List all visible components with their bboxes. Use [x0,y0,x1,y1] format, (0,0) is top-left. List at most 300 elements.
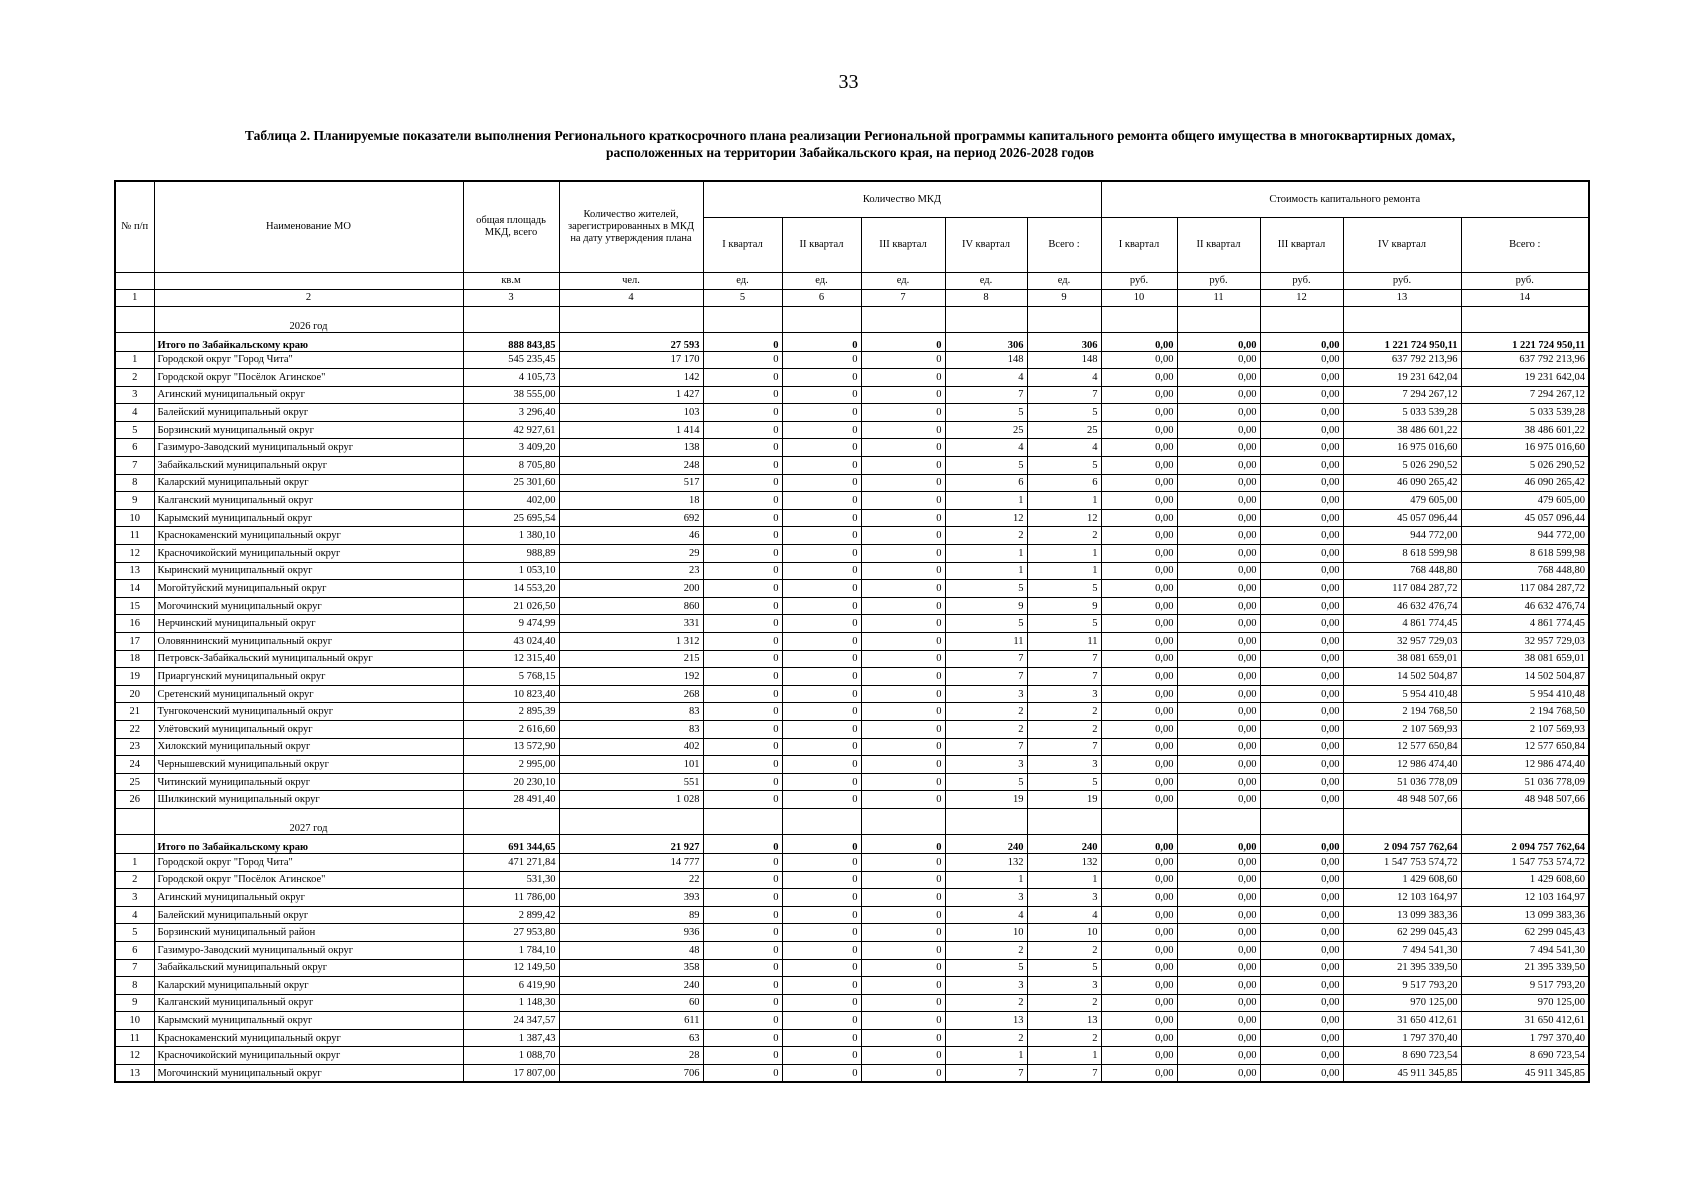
municipality-name-cell: Могочинский муниципальный округ [154,1065,463,1083]
value-cell: 7 494 541,30 [1461,941,1589,959]
value-cell: 0 [861,1012,945,1030]
value-cell: 0,00 [1260,386,1343,404]
value-cell: 2 [945,1029,1027,1047]
year-section-row [115,306,1589,332]
value-cell: 13 099 383,36 [1461,906,1589,924]
empty-cell [1177,808,1260,834]
value-cell: 0,00 [1260,580,1343,598]
value-cell: 0 [703,386,782,404]
value-cell: 0 [861,906,945,924]
value-cell: 23 [559,562,703,580]
unit-cell [115,272,154,289]
value-cell: 5 768,15 [463,668,559,686]
value-cell: 0 [861,871,945,889]
row-number-cell: 9 [115,492,154,510]
value-cell: 611 [559,1012,703,1030]
municipality-name-cell: Краснокаменский муниципальный округ [154,1029,463,1047]
value-cell: 1 [945,492,1027,510]
value-cell: 21 395 339,50 [1461,959,1589,977]
unit-cell: ед. [1027,272,1101,289]
value-cell: 0 [861,685,945,703]
empty-cell [1461,306,1589,332]
value-cell: 0 [861,615,945,633]
value-cell: 9 [1027,597,1101,615]
row-number-cell: 3 [115,889,154,907]
value-cell: 0 [703,633,782,651]
value-cell: 1 [1027,562,1101,580]
value-cell: 0,00 [1177,492,1260,510]
value-cell: 45 911 345,85 [1461,1065,1589,1083]
value-cell: 268 [559,685,703,703]
municipality-name-cell: Оловяннинский муниципальный округ [154,633,463,651]
value-cell: 117 084 287,72 [1343,580,1461,598]
value-cell: 0 [703,738,782,756]
value-cell: 0 [782,906,861,924]
value-cell: 1 [945,545,1027,563]
empty-cell [782,808,861,834]
unit-cell: руб. [1343,272,1461,289]
value-cell: 0,00 [1177,720,1260,738]
value-cell: 7 294 267,12 [1461,386,1589,404]
table-row [115,791,1589,809]
municipality-name-cell: Приаргунский муниципальный округ [154,668,463,686]
empty-cell [703,306,782,332]
value-cell: 0,00 [1177,924,1260,942]
value-cell: 0,00 [1260,597,1343,615]
value-cell: 48 [559,941,703,959]
value-cell: 0,00 [1101,633,1177,651]
value-cell: 32 957 729,03 [1461,633,1589,651]
value-cell: 306 [1027,332,1101,351]
value-cell: 11 [945,633,1027,651]
value-cell: 14 553,20 [463,580,559,598]
row-number-cell: 3 [115,386,154,404]
empty-cell [1027,306,1101,332]
table-row [115,906,1589,924]
value-cell: 0 [861,597,945,615]
value-cell: 4 [945,439,1027,457]
value-cell: 0 [861,562,945,580]
value-cell: 0 [782,439,861,457]
value-cell: 7 [1027,386,1101,404]
row-number-cell: 12 [115,1047,154,1065]
value-cell: 331 [559,615,703,633]
value-cell: 0,00 [1101,871,1177,889]
value-cell: 16 975 016,60 [1461,439,1589,457]
municipality-name-cell: Тунгокоченский муниципальный округ [154,703,463,721]
value-cell: 9 [945,597,1027,615]
value-cell: 7 [945,386,1027,404]
value-cell: 17 170 [559,351,703,369]
value-cell: 0,00 [1260,941,1343,959]
empty-cell [463,306,559,332]
value-cell: 0,00 [1101,492,1177,510]
value-cell: 0,00 [1101,386,1177,404]
value-cell: 1 [1027,871,1101,889]
row-number-cell: 13 [115,562,154,580]
value-cell: 1 148,30 [463,994,559,1012]
value-cell: 117 084 287,72 [1461,580,1589,598]
unit-cell: кв.м [463,272,559,289]
value-cell: 2 194 768,50 [1343,703,1461,721]
value-cell: 0,00 [1260,703,1343,721]
empty-cell [115,306,154,332]
value-cell: 0 [861,509,945,527]
value-cell: 0 [861,421,945,439]
value-cell: 0,00 [1101,597,1177,615]
value-cell: 9 474,99 [463,615,559,633]
value-cell: 0,00 [1177,457,1260,475]
value-cell: 0 [703,941,782,959]
year-label: 2026 год [154,306,463,332]
value-cell: 2 094 757 762,64 [1461,834,1589,853]
value-cell: 3 409,20 [463,439,559,457]
value-cell: 551 [559,773,703,791]
empty-cell [1260,808,1343,834]
value-cell: 0,00 [1177,834,1260,853]
value-cell: 0 [703,369,782,387]
value-cell: 25 [945,421,1027,439]
value-cell: 0,00 [1260,720,1343,738]
value-cell: 42 927,61 [463,421,559,439]
value-cell: 0,00 [1101,668,1177,686]
value-cell: 0,00 [1101,369,1177,387]
value-cell: 0 [861,650,945,668]
value-cell: 0,00 [1101,924,1177,942]
value-cell: 3 [1027,889,1101,907]
page-number: 33 [838,71,859,93]
unit-cell [154,272,463,289]
value-cell: 5 [1027,773,1101,791]
municipality-name-cell: Шилкинский муниципальный округ [154,791,463,809]
value-cell: 0,00 [1101,457,1177,475]
value-cell: 393 [559,889,703,907]
value-cell: 3 [1027,756,1101,774]
value-cell: 0 [861,545,945,563]
table-row [115,562,1589,580]
value-cell: 1 312 [559,633,703,651]
value-cell: 0,00 [1177,703,1260,721]
value-cell: 132 [1027,853,1101,871]
value-cell: 7 [1027,650,1101,668]
value-cell: 0,00 [1177,871,1260,889]
value-cell: 0,00 [1177,421,1260,439]
value-cell: 0 [703,474,782,492]
column-number-cell: 10 [1101,289,1177,306]
value-cell: 5 [1027,615,1101,633]
value-cell: 12 577 650,84 [1343,738,1461,756]
main-table [114,180,1590,1083]
value-cell: 944 772,00 [1461,527,1589,545]
value-cell: 1 028 [559,791,703,809]
value-cell: 0,00 [1101,1065,1177,1083]
row-number-cell: 10 [115,509,154,527]
value-cell: 0,00 [1260,738,1343,756]
value-cell: 0 [782,889,861,907]
value-cell: 0 [782,720,861,738]
value-cell: 768 448,80 [1461,562,1589,580]
column-number-cell: 8 [945,289,1027,306]
table-row [115,685,1589,703]
row-number-cell: 2 [115,871,154,889]
value-cell: 0 [703,1012,782,1030]
value-cell: 0,00 [1177,650,1260,668]
value-cell: 0,00 [1101,756,1177,774]
table-row [115,404,1589,422]
value-cell: 0 [703,562,782,580]
value-cell: 103 [559,404,703,422]
value-cell: 0,00 [1260,615,1343,633]
header-mkd-q2: II квартал [782,217,861,272]
value-cell: 0,00 [1260,834,1343,853]
value-cell: 8 690 723,54 [1461,1047,1589,1065]
value-cell: 4 [1027,906,1101,924]
value-cell: 2 [1027,1029,1101,1047]
table-row [115,1047,1589,1065]
value-cell: 32 957 729,03 [1343,633,1461,651]
row-number-cell: 12 [115,545,154,563]
value-cell: 0 [782,492,861,510]
value-cell: 2 [945,994,1027,1012]
value-cell: 19 [945,791,1027,809]
table-row [115,457,1589,475]
municipality-name-cell: Красночикойский муниципальный округ [154,545,463,563]
value-cell: 0,00 [1177,474,1260,492]
value-cell: 38 486 601,22 [1461,421,1589,439]
value-cell: 0,00 [1177,404,1260,422]
value-cell: 240 [559,977,703,995]
row-number-cell: 10 [115,1012,154,1030]
value-cell: 0,00 [1101,941,1177,959]
value-cell: 10 823,40 [463,685,559,703]
value-cell: 0,00 [1101,545,1177,563]
column-number-cell: 9 [1027,289,1101,306]
municipality-name-cell: Городской округ "Город Чита" [154,853,463,871]
value-cell: 25 695,54 [463,509,559,527]
value-cell: 0 [861,720,945,738]
value-cell: 0 [782,756,861,774]
value-cell: 637 792 213,96 [1461,351,1589,369]
value-cell: 0 [703,924,782,942]
header-mkd-total: Всего : [1027,217,1101,272]
value-cell: 0 [782,871,861,889]
table-row [115,421,1589,439]
empty-cell [559,306,703,332]
row-number-cell [115,834,154,853]
row-number-cell: 8 [115,474,154,492]
value-cell: 5 [945,404,1027,422]
municipality-name-cell: Красночикойский муниципальный округ [154,1047,463,1065]
value-cell: 13 572,90 [463,738,559,756]
value-cell: 0 [861,941,945,959]
column-number-cell: 11 [1177,289,1260,306]
empty-cell [463,808,559,834]
value-cell: 479 605,00 [1343,492,1461,510]
value-cell: 0 [861,474,945,492]
value-cell: 0 [861,369,945,387]
header-cost-q3: III квартал [1260,217,1343,272]
empty-cell [1101,306,1177,332]
value-cell: 2 [945,720,1027,738]
value-cell: 12 103 164,97 [1461,889,1589,907]
column-number-cell: 13 [1343,289,1461,306]
value-cell: 19 231 642,04 [1461,369,1589,387]
value-cell: 0,00 [1177,738,1260,756]
value-cell: 0 [861,924,945,942]
row-number-cell: 8 [115,977,154,995]
value-cell: 142 [559,369,703,387]
column-number-cell: 1 [115,289,154,306]
value-cell: 45 057 096,44 [1461,509,1589,527]
column-number-cell: 4 [559,289,703,306]
title-line-2: расположенных на территории Забайкальского края, на период 2026-2028 годов [605,145,1095,160]
header-mkd-q4: IV квартал [945,217,1027,272]
value-cell: 0,00 [1101,889,1177,907]
value-cell: 0,00 [1177,597,1260,615]
value-cell: 1 221 724 950,11 [1343,332,1461,351]
value-cell: 4 861 774,45 [1461,615,1589,633]
value-cell: 0,00 [1177,580,1260,598]
municipality-name-cell: Агинский муниципальный округ [154,386,463,404]
value-cell: 2 [1027,994,1101,1012]
row-number-cell: 4 [115,906,154,924]
header-col-num: № п/п [115,181,154,272]
municipality-name-cell: Забайкальский муниципальный округ [154,457,463,475]
table-row [115,597,1589,615]
value-cell: 10 [1027,924,1101,942]
value-cell: 3 [945,685,1027,703]
value-cell: 0,00 [1177,1029,1260,1047]
row-number-cell: 15 [115,597,154,615]
table-row [115,994,1589,1012]
value-cell: 7 [945,668,1027,686]
value-cell: 768 448,80 [1343,562,1461,580]
table-row [115,527,1589,545]
value-cell: 0,00 [1260,906,1343,924]
value-cell: 0,00 [1177,1047,1260,1065]
value-cell: 0 [782,386,861,404]
value-cell: 62 299 045,43 [1461,924,1589,942]
value-cell: 0 [861,834,945,853]
column-number-cell: 6 [782,289,861,306]
value-cell: 0,00 [1101,994,1177,1012]
value-cell: 0,00 [1260,369,1343,387]
value-cell: 0,00 [1101,474,1177,492]
table-row [115,386,1589,404]
row-number-cell: 26 [115,791,154,809]
value-cell: 0,00 [1177,633,1260,651]
value-cell: 83 [559,703,703,721]
value-cell: 0,00 [1101,738,1177,756]
value-cell: 12 315,40 [463,650,559,668]
table-row [115,633,1589,651]
municipality-name-cell: Хилокский муниципальный округ [154,738,463,756]
row-number-cell: 5 [115,924,154,942]
value-cell: 0 [861,959,945,977]
value-cell: 6 [945,474,1027,492]
value-cell: 12 [1027,509,1101,527]
value-cell: 14 777 [559,853,703,871]
value-cell: 25 [1027,421,1101,439]
value-cell: 0,00 [1260,492,1343,510]
value-cell: 0 [861,404,945,422]
value-cell: 0 [782,527,861,545]
value-cell: 17 807,00 [463,1065,559,1083]
value-cell: 12 986 474,40 [1343,756,1461,774]
value-cell: 0 [703,959,782,977]
value-cell: 16 975 016,60 [1343,439,1461,457]
table-row [115,351,1589,369]
value-cell: 19 231 642,04 [1343,369,1461,387]
value-cell: 1 [1027,545,1101,563]
value-cell: 0 [703,509,782,527]
row-number-cell: 25 [115,773,154,791]
value-cell: 0,00 [1177,668,1260,686]
unit-cell: руб. [1260,272,1343,289]
empty-cell [1101,808,1177,834]
value-cell: 0,00 [1177,791,1260,809]
value-cell: 3 [945,889,1027,907]
value-cell: 5 954 410,48 [1343,685,1461,703]
value-cell: 2 [1027,941,1101,959]
municipality-name-cell: Забайкальский муниципальный округ [154,959,463,977]
value-cell: 22 [559,871,703,889]
value-cell: 46 090 265,42 [1343,474,1461,492]
value-cell: 0 [703,853,782,871]
value-cell: 0 [861,633,945,651]
empty-cell [782,306,861,332]
value-cell: 1 797 370,40 [1343,1029,1461,1047]
column-number-cell: 12 [1260,289,1343,306]
value-cell: 2 [1027,703,1101,721]
value-cell: 5 [945,615,1027,633]
value-cell: 11 786,00 [463,889,559,907]
value-cell: 2 107 569,93 [1461,720,1589,738]
value-cell: 0 [703,421,782,439]
value-cell: 691 344,65 [463,834,559,853]
value-cell: 0,00 [1177,1012,1260,1030]
value-cell: 0,00 [1101,332,1177,351]
value-cell: 46 632 476,74 [1461,597,1589,615]
value-cell: 0,00 [1101,527,1177,545]
value-cell: 4 [945,906,1027,924]
value-cell: 8 618 599,98 [1343,545,1461,563]
value-cell: 1 [1027,1047,1101,1065]
value-cell: 7 [1027,668,1101,686]
value-cell: 0 [861,351,945,369]
value-cell: 14 502 504,87 [1461,668,1589,686]
value-cell: 0 [782,924,861,942]
value-cell: 6 [1027,474,1101,492]
value-cell: 14 502 504,87 [1343,668,1461,686]
value-cell: 0 [703,668,782,686]
column-number-cell: 3 [463,289,559,306]
unit-cell: руб. [1461,272,1589,289]
value-cell: 8 690 723,54 [1343,1047,1461,1065]
value-cell: 25 301,60 [463,474,559,492]
value-cell: 8 705,80 [463,457,559,475]
year-section-row [115,808,1589,834]
page-title [110,127,1590,161]
value-cell: 18 [559,492,703,510]
value-cell: 31 650 412,61 [1343,1012,1461,1030]
municipality-name-cell: Городской округ "Город Чита" [154,351,463,369]
value-cell: 0,00 [1260,650,1343,668]
value-cell: 0 [782,1047,861,1065]
value-cell: 38 081 659,01 [1461,650,1589,668]
value-cell: 0 [703,615,782,633]
table-body [115,306,1589,1082]
